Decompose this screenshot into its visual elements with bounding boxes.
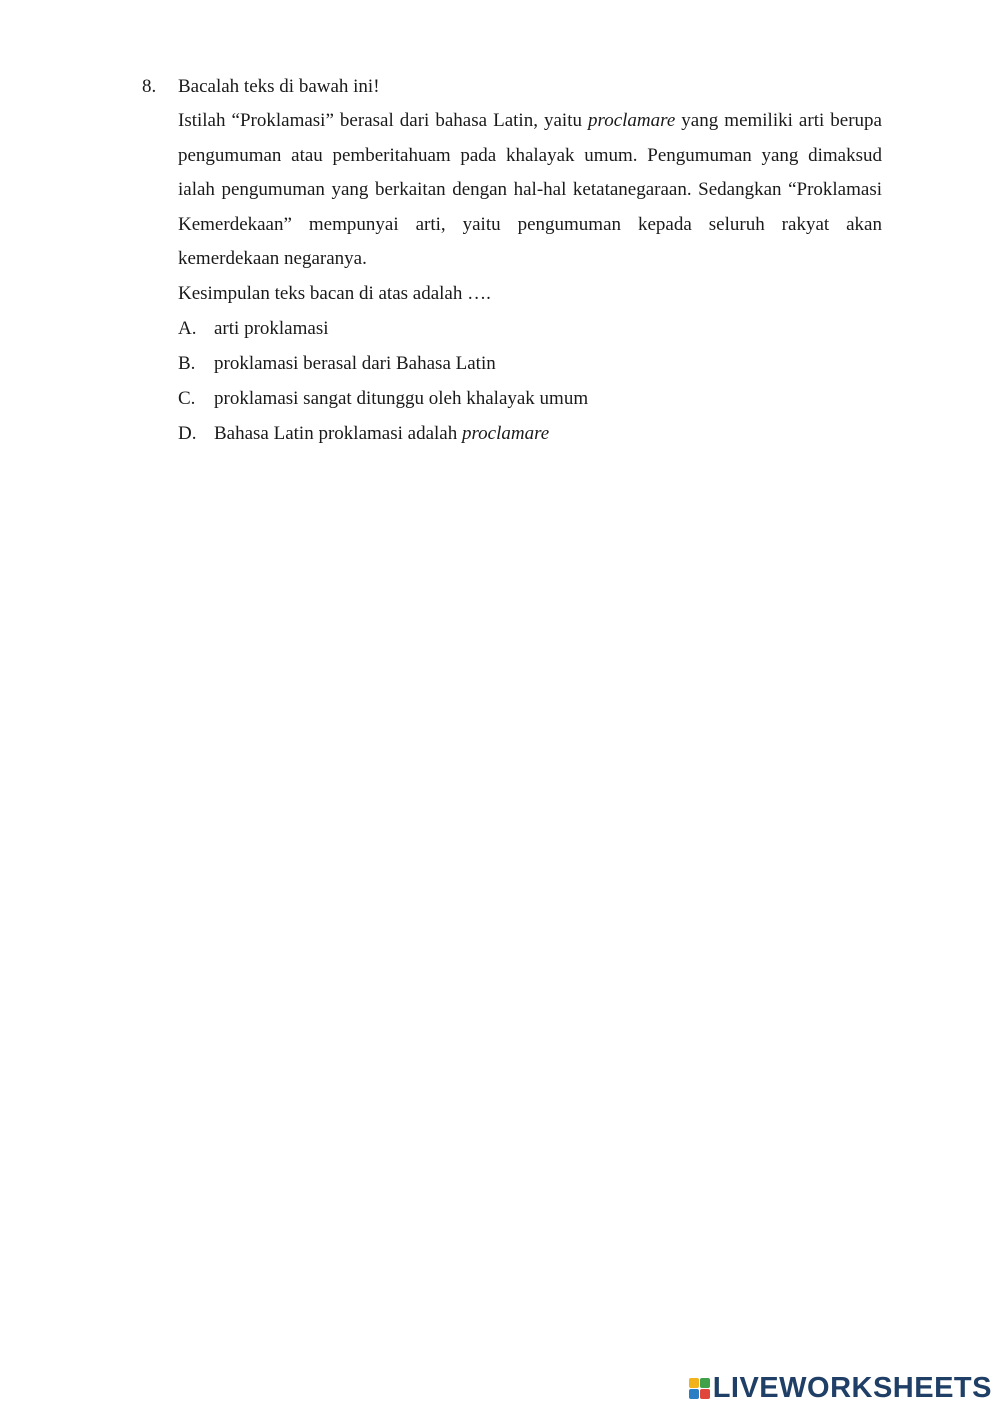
option-c[interactable] [178, 381, 882, 416]
liveworksheets-logo-icon [689, 1378, 710, 1399]
reading-passage [178, 104, 882, 277]
option-text: Bahasa Latin proklamasi adalah proclamare [214, 422, 550, 444]
option-letter: A. [178, 317, 197, 339]
question-instruction: Bacalah teks di bawah ini! [178, 76, 380, 97]
passage-italic-term: proclamare [588, 110, 676, 131]
option-letter: C. [178, 387, 196, 409]
option-a[interactable] [178, 311, 882, 346]
option-letter: D. [178, 422, 197, 444]
question-number: 8. [142, 76, 157, 97]
logo-square-i [700, 1378, 710, 1388]
logo-square-v [689, 1389, 699, 1399]
option-b[interactable] [178, 346, 882, 381]
passage-text-1: Istilah “Proklamasi” berasal dari bahasa Latin, yaitu [178, 110, 589, 131]
passage-text-2: yang memiliki arti berupa pengumuman atau pemberitahuam pada khalayak umum. Pengumuman yang dimaksud ialah pengumuman yang berkaitan dengan hal-hal ketatanegaraan. Sedangkan “Proklamasi Kemerdekaan” mempunyai arti, yaitu pengumuman kepada seluruh rakyat akan kemerdekaan negaranya. [178, 110, 882, 269]
option-letter: B. [178, 352, 196, 374]
question-8 [142, 70, 882, 451]
liveworksheets-watermark [689, 1369, 992, 1407]
option-text: proklamasi sangat ditunggu oleh khalayak umum [214, 387, 589, 409]
option-text: arti proklamasi [214, 317, 329, 339]
option-text: proklamasi berasal dari Bahasa Latin [214, 352, 496, 374]
option-d[interactable] [178, 416, 882, 451]
answer-options [178, 311, 882, 451]
logo-square-l [689, 1378, 699, 1388]
question-prompt: Kesimpulan teks bacan di atas adalah …. [178, 282, 491, 304]
watermark-text: LIVEWORKSHEETS [712, 1371, 992, 1404]
question-header [142, 70, 882, 104]
logo-square-e [700, 1389, 710, 1399]
